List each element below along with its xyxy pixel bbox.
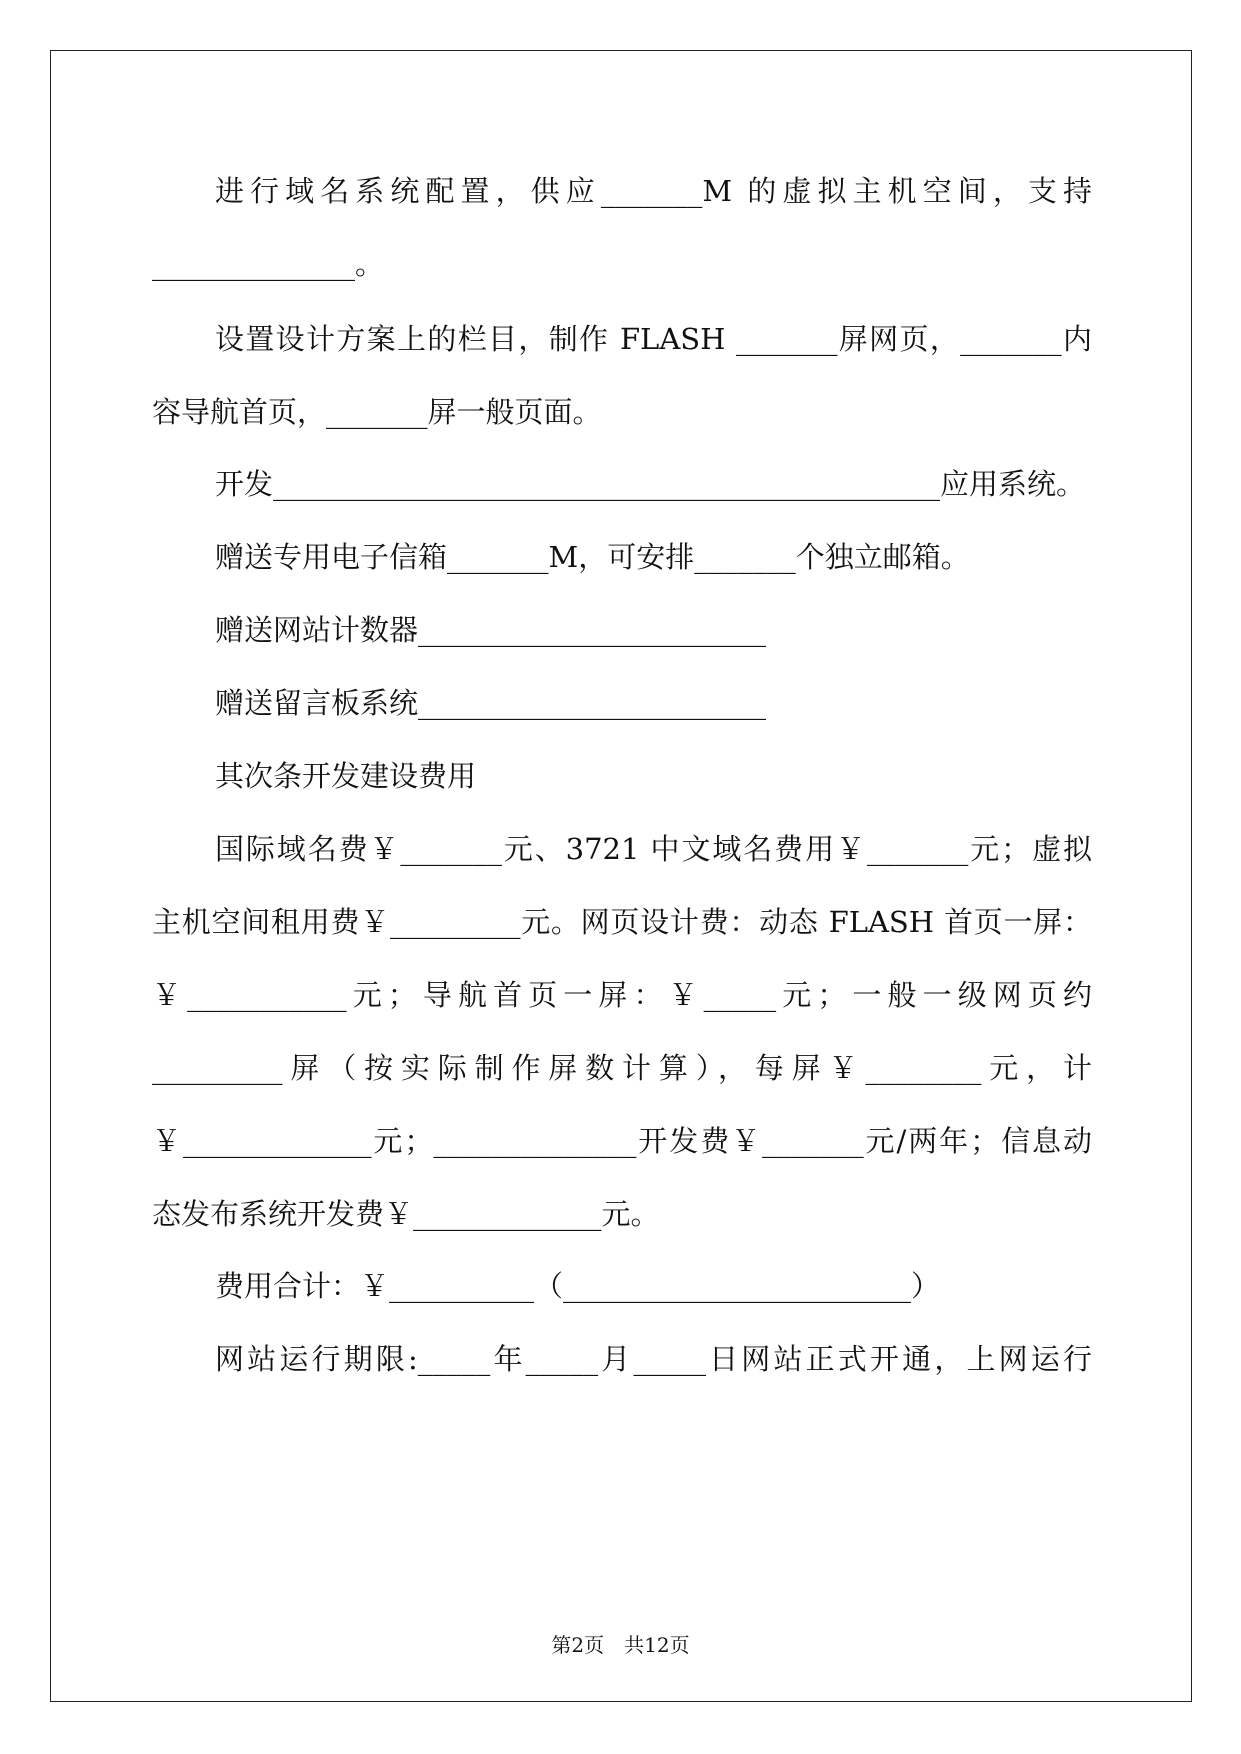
body-line: 赠送留言板系统________________________ xyxy=(215,686,767,720)
body-line: ______________。 xyxy=(152,247,385,281)
body-line: 设置设计方案上的栏目，制作 FLASH _______屏网页，_______内 xyxy=(215,322,1092,356)
body-line: 费用合计：￥__________（________________________） xyxy=(215,1269,941,1303)
page-footer xyxy=(0,1631,1241,1659)
body-line: 开发______________________________________________应用系统。 xyxy=(215,467,1086,501)
body-line: 赠送网站计数器________________________ xyxy=(215,613,767,647)
page-border xyxy=(50,50,1192,1702)
section-heading: 其次条开发建设费用 xyxy=(215,759,477,793)
body-line: 主机空间租用费￥_________元。网页设计费：动态 FLASH 首页一屏： xyxy=(152,905,1092,939)
page-number: 第2页 xyxy=(551,1633,605,1657)
body-line: 国际域名费￥_______元、3721 中文域名费用￥_______元；虚拟 xyxy=(215,832,1092,866)
body-line: ￥___________元；导航首页一屏：￥_____元；一般一级网页约 xyxy=(152,978,1092,1012)
body-line: 态发布系统开发费￥_____________元。 xyxy=(152,1197,660,1231)
body-line: 网站运行期限:_____年_____月_____日网站正式开通，上网运行 xyxy=(215,1342,1092,1376)
body-line: ￥_____________元；______________开发费￥_______元/两年；信息动 xyxy=(152,1124,1092,1158)
page-total: 共12页 xyxy=(624,1633,690,1657)
body-line: _________屏（按实际制作屏数计算），每屏￥________元，计 xyxy=(152,1051,1092,1085)
body-line: 进行域名系统配置，供应_______M 的虚拟主机空间，支持 xyxy=(215,174,1092,208)
body-line: 赠送专用电子信箱_______M，可安排_______个独立邮箱。 xyxy=(215,540,970,574)
body-line: 容导航首页，_______屏一般页面。 xyxy=(152,395,602,429)
